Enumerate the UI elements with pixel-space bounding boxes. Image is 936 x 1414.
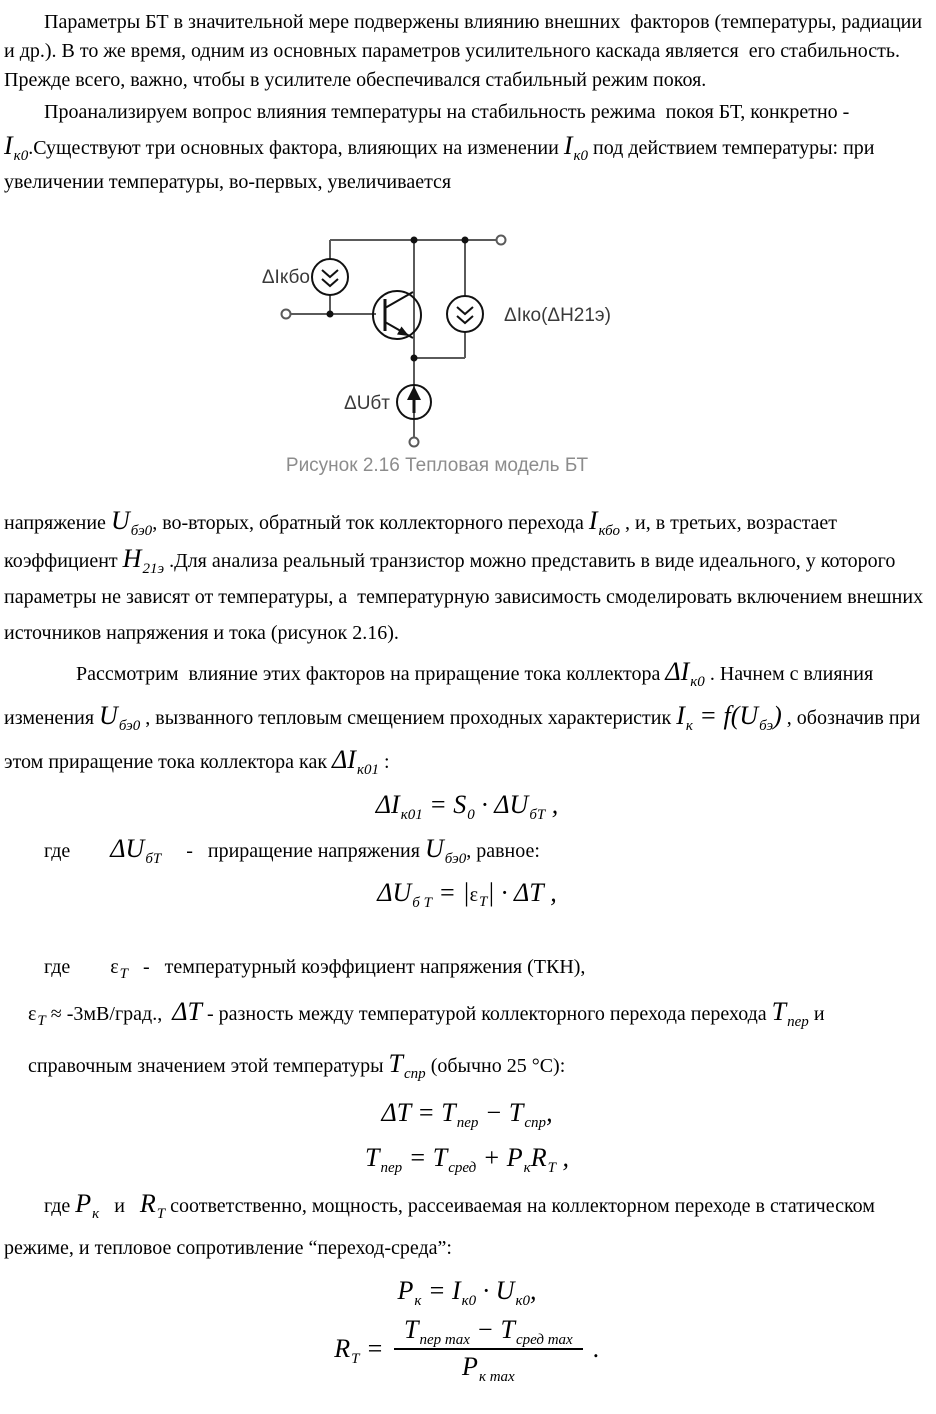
paragraph-epsilon-value: $\varepsilon_Т$ ≈ -3мВ/град., ΔТ - разность между температурой коллекторного перехода перехода $T_{пер}$ и справочным значением этой температуры $T_{спр}$ (обычно 25 °С): <box>28 997 830 1083</box>
formula-pk: $P_к = I_{к0} \cdot U_{к0}$, <box>397 1276 537 1310</box>
formula-delta-ik01: $\Delta I_{к01} = S_0 \cdot \Delta U_{бТ}$ , <box>375 790 559 824</box>
arrow-up-icon <box>407 386 421 400</box>
terminal-top-right <box>497 236 506 245</box>
formula-rt-fraction: $R_Т$ = $\frac{T_{пер max} - T_{сред max}}{P_{к max}}$ . <box>334 1315 600 1386</box>
label-delta-ubt: ΔUбт <box>344 393 390 414</box>
figure-caption: Рисунок 2.16 Тепловая модель БТ <box>285 455 589 476</box>
emitter-arrow <box>397 327 409 337</box>
current-source-iko <box>447 296 483 332</box>
formula-t-per: $T_{пер} = T_{сред} + P_кR_Т$ , <box>365 1143 569 1177</box>
figure-thermal-model <box>4 227 930 477</box>
paragraph-intro: Параметры БТ в значительной мере подвержены влиянию внешних факторов (температуры, радиации и др.). В то же время, одним из основных параметров усилительного каскада является его стабильность. Прежде всего, важно, чтобы в усилителе обеспечивался стабильный режим покоя. <box>4 11 928 91</box>
formula-delta-ubt: $\Delta U_{б Т} = |\varepsilon_Т| \cdot \Delta Т$ , <box>377 878 557 912</box>
terminal-left <box>282 310 291 319</box>
label-delta-iko: ΔIко(ΔH21э) <box>504 305 611 326</box>
formula-delta-t: $\Delta T = T_{пер} - T_{спр}$, <box>381 1098 553 1132</box>
paragraph-pk-rt: где $P_к$ и $R_Т$ соответственно, мощность, рассеиваемая на коллекторном переходе в статическом режиме, и тепловое сопротивление “переход-среда”: <box>4 1189 880 1259</box>
where-line-epsilon: где $\varepsilon_Т$ - температурный коэффициент напряжения (ТКН), <box>44 956 586 982</box>
circuit-diagram <box>4 227 936 477</box>
paragraph-consider: Рассмотрим влияние этих факторов на приращение тока коллектора $\Delta I_{к0}$ . Начнем с влияния изменения $U_{бэ0}$ , вызванного тепловым смещением проходных характеристик $I_к = f(U_{бэ})$ , обозначив при этом приращение тока коллектора как $\Delta I_{к01}$ : <box>4 657 926 779</box>
label-delta-ikbo: ΔIкбо <box>261 267 310 288</box>
terminal-bottom <box>410 438 419 447</box>
where-line-dubt: где $\Delta U_{бТ}$ - приращение напряжения $U_{бэ0}$, равное: <box>44 834 540 868</box>
paragraph-voltage-factors: напряжение $U_{бэ0}$, во-вторых, обратный ток коллекторного перехода $I_{кбо}$ , и, в третьих, возрастает коэффициент $H_{21э}$ .Для анализа реальный транзистор можно представить в виде идеального, у которого параметры не зависят от температуры, а температурную зависимость смоделировать включением внешних источников напряжения и тока (рисунок 2.16). <box>4 506 929 644</box>
current-source-ikbo <box>312 259 348 295</box>
paragraph-analysis: Проанализируем вопрос влияния температуры на стабильность режима покоя БТ, конкретно - $I_{к0}.Существуют$ три основных фактора, влияющих на изменении $I_{к0}$ под действием температуры: при увеличении температуры, во-первых, увеличивается <box>4 101 880 193</box>
junction-dots <box>327 237 469 362</box>
